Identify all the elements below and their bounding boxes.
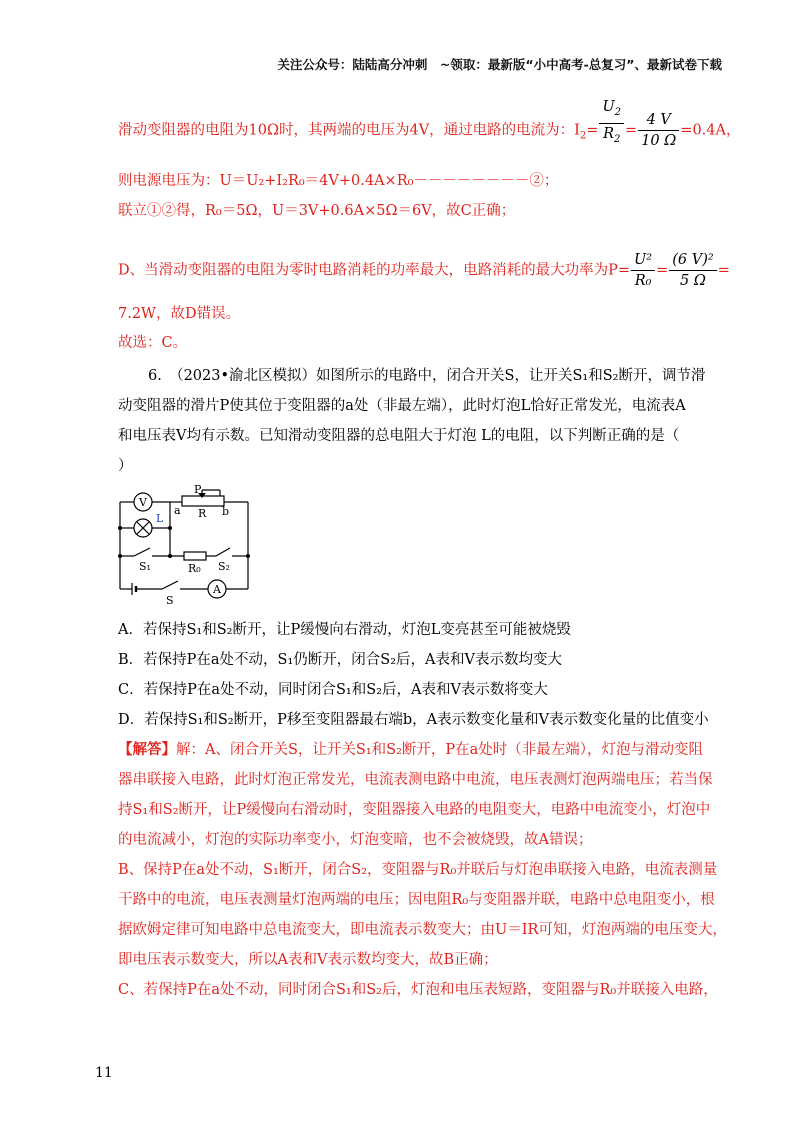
label-l: L: [156, 512, 164, 525]
option-c: C．若保持P在a处不动，同时闭合S₁和S₂后，A表和V表示数将变大: [118, 682, 548, 698]
fraction-denominator: R₀: [634, 273, 652, 289]
fraction-denominator: $R_2$: [603, 126, 621, 145]
line1-eq: =: [586, 122, 599, 139]
option-b: B．若保持P在a处不动，S₁仍断开，闭合S₂后，A表和V表示数均变大: [118, 652, 562, 668]
fraction-4v-10ohm: [638, 110, 679, 151]
option-a: A．若保持S₁和S₂断开，让P缓慢向右滑动，灯泡L变亮甚至可能被烧毁: [118, 622, 571, 638]
question-line-4: ）: [118, 458, 133, 474]
line4-eq3: =: [717, 262, 730, 279]
answer-tag: 【解答】: [118, 741, 176, 758]
question-line-3: 和电压表V均有示数。已知滑动变阻器的总电阻大于灯泡 L的电阻，以下判断正确的是（: [118, 428, 680, 444]
fraction-numerator: 4 V: [638, 110, 679, 131]
fraction-u2-r2: [599, 97, 624, 150]
line4-eq2: =: [656, 262, 669, 279]
answer-line-b4: 即电压表示数变大，所以A表和V表示数均变大，故B正确；: [118, 952, 498, 968]
label-a-meter: A: [213, 583, 221, 596]
answer-line-a3: 持S₁和S₂断开，让P缓慢向右滑动时，变阻器接入电路的电阻变大，电路中电流变小，灯泡中: [118, 802, 711, 818]
answer-line-b3: 据欧姆定律可知电路中总电流变大，即电流表示数变大；由U＝IR可知，灯泡两端的电压变大，: [118, 922, 727, 938]
label-a-end: a: [174, 504, 181, 517]
solution-line-5: 7.2W，故D错误。: [118, 306, 241, 322]
label-s2: S₂: [218, 560, 230, 573]
fraction-numerator: (6 V)²: [669, 250, 716, 271]
line1-sub: 2: [579, 130, 587, 142]
label-p: P: [194, 483, 202, 496]
line4-text: D、当滑动变阻器的电阻为零时电路消耗的功率最大，电路消耗的最大功率为P: [118, 262, 618, 279]
label-r0: R₀: [188, 562, 201, 575]
solution-line-2: 则电源电压为：U＝U₂+I₂R₀＝4V+0.4A×R₀－－－－－－－－②；: [118, 173, 559, 189]
fraction-u2-r0: [631, 250, 655, 291]
page-number: 11: [95, 1065, 113, 1081]
page-header: 关注公众号：陆陆高分冲刺 ~领取：最新版“小中高考-总复习”、最新试卷下载: [277, 57, 722, 72]
solution-line-3: 联立①②得，R₀＝5Ω，U＝3V+0.6A×5Ω＝6V，故C正确；: [118, 203, 516, 219]
line1-text: 滑动变阻器的电阻为10Ω时，其两端的电压为4V，通过电路的电流为：I: [118, 122, 580, 139]
fraction-denominator: 5 Ω: [680, 273, 706, 289]
fraction-numerator: U²: [631, 250, 655, 271]
label-s: S: [166, 594, 174, 607]
label-b-end: b: [222, 505, 230, 518]
fraction-denominator: 10 Ω: [641, 133, 677, 149]
line4-eq: =: [617, 262, 631, 279]
answer-line-b1: B、保持P在a处不动，S₁断开，闭合S₂，变阻器与R₀并联后与灯泡串联接入电路，电流表测量: [118, 862, 718, 878]
fraction-numerator: $U_2$: [599, 97, 624, 124]
label-s1: S₁: [139, 560, 151, 573]
solution-line-1: [118, 99, 741, 151]
question-line-2: 动变阻器的滑片P使其位于变阻器的a处（非最左端），此时灯泡L恰好正常发光，电流表A: [118, 398, 686, 414]
circuit-diagram: [112, 482, 272, 610]
line1-eq2: =: [625, 122, 638, 139]
solution-line-6: 故选：C。: [118, 335, 188, 351]
label-v: V: [139, 496, 147, 509]
question-line-1: 6. （2023•渝北区模拟）如图所示的电路中，闭合开关S，让开关S₁和S₂断开，调节滑: [148, 368, 706, 384]
answer-line-b2: 干路中的电流，电压表测量灯泡两端的电压；因电阻R₀与变阻器并联，电路中总电阻变小，根: [118, 892, 715, 908]
label-r: R: [198, 507, 207, 520]
option-d: D．若保持S₁和S₂断开，P移至变阻器最右端b，A表示数变化量和V表示数变化量的比值变小: [118, 712, 709, 728]
fraction-6v-5ohm: [669, 250, 716, 291]
answer-line-a2: 器串联接入电路，此时灯泡正常发光，电流表测电路中电流，电压表测灯泡两端电压；若当保: [118, 772, 713, 788]
solution-line-4: [118, 250, 730, 291]
answer-line-c1: C、若保持P在a处不动，同时闭合S₁和S₂后，灯泡和电压表短路，变阻器与R₀并联接入电路，: [118, 982, 718, 998]
answer-line-a4: 的电流减小，灯泡的实际功率变小，灯泡变暗，也不会被烧毁，故A错误；: [118, 832, 593, 848]
line1-tail: =0.4A，: [680, 122, 741, 139]
answer-line-a1: 【解答】解：A、闭合开关S，让开关S₁和S₂断开，P在a处时（非最左端），灯泡与滑动变阻: [118, 741, 704, 758]
